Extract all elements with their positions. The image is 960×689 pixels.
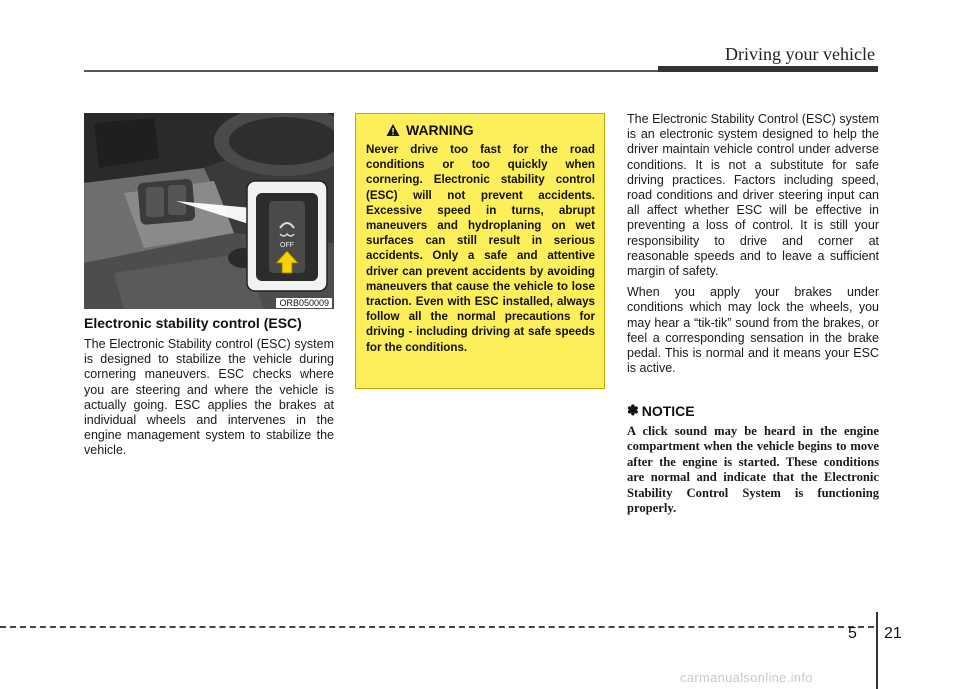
notice-header [627,402,695,419]
brake-sound-paragraph: When you apply your brakes under conditions which may lock the wheels, you may hear a “tik-tik” sound from the brakes, or feel a corresponding sensation in the brake pedal. This is normal and it means your ESC is active. [627,285,879,376]
dashboard-illustration [84,113,334,309]
notice-icon: ✽ [627,402,639,418]
figure-label: ORB050009 [276,298,332,308]
off-label: OFF [280,242,294,249]
page-number: 21 [884,625,902,642]
right-column [627,112,879,382]
header-rule-accent [658,66,878,72]
warning-box [355,113,605,389]
esc-description: The Electronic Stability control (ESC) system is designed to stabilize the vehicle during cornering maneuvers. ESC checks where you are steering and where the vehicle is actually going. ESC applies the brakes at individual wheels and intervenes in the engine management system to stabilize the vehicle. [84,337,334,458]
footer-rule [0,626,874,628]
warning-text: Never drive too fast for the road conditions or too quickly when cornering. Electronic stability control (ESC) will not prevent accidents. Excessive speed in turns, abrupt maneuvers and hydroplaning on wet surfaces can still result in serious accidents. Only a safe and attentive driver can prevent accidents by avoiding maneuvers that cause the vehicle to lose traction. Even with ESC installed, always follow all the normal precautions for driving - including driving at safe speeds for the conditions. [366,143,595,354]
notice-title: NOTICE [641,402,695,419]
esc-switch-photo [84,113,334,309]
warning-title: WARNING [406,122,474,138]
chapter-number: 5 [848,625,857,642]
footer-divider [876,612,878,689]
notice-text: A click sound may be heard in the engine compartment when the vehicle begins to move after the engine is started. These conditions are normal and indicate that the Electronic Stability Control System is functioning properly. [627,424,879,516]
warning-header [386,122,595,138]
section-title: Electronic stability control (ESC) [84,315,302,331]
header-title: Driving your vehicle [725,44,875,64]
watermark: carmanualsonline.info [680,670,813,685]
warning-icon [386,123,400,137]
esc-system-paragraph: The Electronic Stability Control (ESC) system is an electronic system designed to help the driver maintain vehicle control under adverse conditions. It is not a substitute for safe driving practices. Factors including speed, road conditions and driver steering input can all affect whether ESC will be effective in preventing a loss of control. It is still your responsibility to drive and corner at reasonable speeds and to leave a sufficient margin of safety. [627,112,879,279]
